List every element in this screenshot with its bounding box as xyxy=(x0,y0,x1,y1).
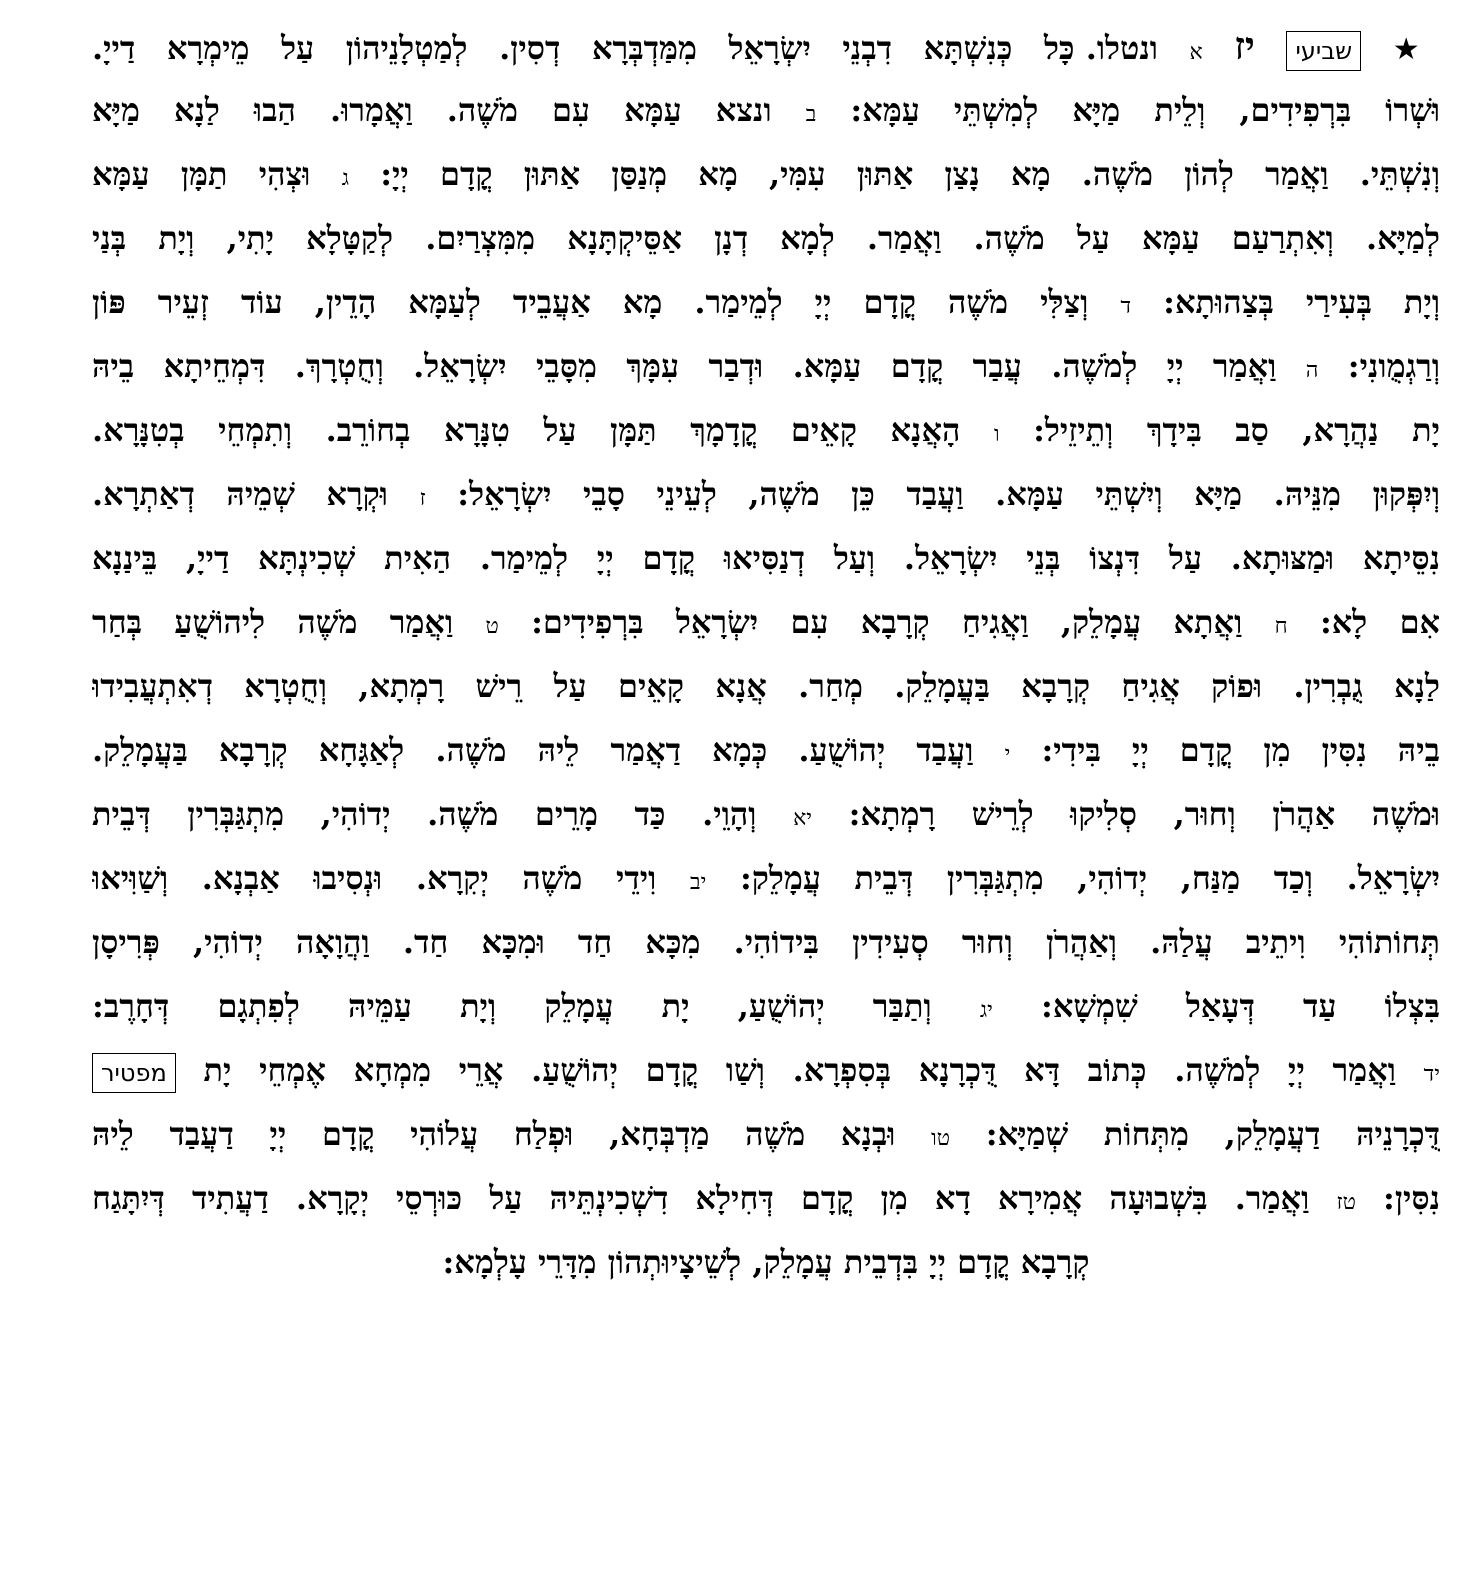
star-icon: ★ xyxy=(1392,32,1440,67)
verse-text: נִסֵּיתָא וּמַצּוּתָא. עַל דִּנְצוֹ בְּנֵי יִשְׂרָאֵל. וְעַל דְנַסִּיאוּ קֳדָם יְיָ לְמֵימַר. הַאִית שְׁכִינְתָּא דַייָ, בֵּינַנָא xyxy=(92,539,1440,577)
verse-text: אִם לָא: xyxy=(1319,603,1440,641)
text-line-10 xyxy=(92,590,1440,654)
verse-text: וַעֲבַד יְהוֹשֻׁעַ. כְּמָא דַאֲמַר לֵיהּ מֹשֶׁה. לְאַגָּחָא קְרָבָא בַּעֲמָלֵק. xyxy=(92,731,974,769)
text-line-1 xyxy=(92,14,1440,78)
verse-text: וְנִשְׁתֵּי. וַאֲמַר לְהוֹן מֹשֶׁה. מָא נָצַן אַתּוּן עִמִּי, מָא מְנַסַּן אַתּוּן קֳדָם יְיָ: xyxy=(380,155,1440,193)
verse-text: וּצְהִי תַמָּן עַמָּא xyxy=(92,155,311,193)
text-line-15 xyxy=(92,910,1440,974)
verse-number: ט xyxy=(485,614,499,639)
verse-number: ב xyxy=(805,102,817,127)
verse-text: וְיִפְּקוּן מִנֵּיהּ. מַיָּא וְיִשְׁתֵּי עַמָּא. וַעֲבַד כֵּן מֹשֶׁה, לְעֵינֵי סָבֵי יִשְׂרָאֵל: xyxy=(457,475,1440,513)
verse-text: וַאֲמַר יְיָ לְמֹשֶׁה. כְּתוֹב דָּא דֻּכְרָנָא בְּסִפְרָא. וְשַׁו קֳדָם יְהוֹשֻׁעַ. אֲרֵי מִמְחָא אֶמְחֵי יָת xyxy=(203,1051,1396,1089)
verse-number: ז xyxy=(419,486,426,511)
verse-number: יג xyxy=(979,998,993,1023)
verse-text: תְּחוֹתוֹהִי וִיתֵיב עֲלַהּ. וְאַהֲרֹן וְחוּר סְעִידִין בִּידוֹהִי. מִכָּא חַד וּמִכָּא חַד. וַהֲוָאָה יְדוֹהִי, פְּרִיסָן xyxy=(92,923,1440,961)
chapter-number: יז xyxy=(1234,23,1255,68)
verse-number: טו xyxy=(931,1126,951,1151)
text-line-4 xyxy=(92,206,1440,270)
verse-text: ונצא עַמָּא עִם מֹשֶׁה. וַאֲמָרוּ. הַבוּ לַנָא מַיָּא xyxy=(92,91,772,129)
verse-text: לְמַיָּא. וְאִתְרַעַם עַמָּא עַל מֹשֶׁה. וַאֲמַר. לְמָא דְנָן אַסֵּיקְתָּנָא מִמִּצְרַיִם. לְקַטָּלָא יָתִי, וְיָת בְּנַי xyxy=(92,219,1440,257)
text-line-18 xyxy=(92,1102,1440,1166)
verse-text: נִסִּין: xyxy=(1383,1179,1440,1217)
verse-number: טז xyxy=(1336,1190,1356,1215)
verse-text: ונטלו. כָּל כְּנִשְׁתָּא דִבְנֵי יִשְׂרָאֵל מִמַּדְבְּרָא דְסִין. לְמַטְלָנֵיהוֹן עַל מֵימְרָא דַייָ. xyxy=(92,29,1158,67)
section-marker-maftir: מפטיר xyxy=(92,1053,176,1093)
verse-number: א xyxy=(1189,40,1203,65)
verse-text: וְרַגְמֻונִי: xyxy=(1347,347,1440,385)
verse-number: יד xyxy=(1423,1062,1440,1087)
section-marker-shevii: שביעי xyxy=(1286,31,1361,71)
text-line-14 xyxy=(92,846,1440,910)
verse-text: יָת נַהֲרָא, סַב בִּידָךְ וְתֵיזֵיל: xyxy=(1033,411,1440,449)
verse-text: וּמֹשֶׁה אַהֲרֹן וְחוּר, סְלִיקוּ לְרֵישׁ רָמְתָא: xyxy=(848,795,1440,833)
verse-text: וּשְׁרוֹ בִּרְפִידִים, וְלֵית מַיָּא לְמִשְׁתֵּי עַמָּא: xyxy=(850,91,1440,129)
verse-number: ד xyxy=(1120,294,1132,319)
text-line-20 xyxy=(92,1230,1440,1294)
verse-text: וַאֲמַר מֹשֶׁה לִיהוֹשֻׁעַ בְּחַר xyxy=(92,603,454,641)
verse-number: ה xyxy=(1305,358,1319,383)
verse-text: וַאֲמַר. בִּשְׁבוּעָה אֲמִירָא דָא מִן קֳדָם דְּחִילָא דִשְׁכִינְתֵּיהּ עַל כּוּרְסֵי יְקָרָא. דַעֲתִיד דְּיִתָּגַח xyxy=(92,1179,1310,1217)
verse-number: יב xyxy=(689,870,707,895)
text-line-6 xyxy=(92,334,1440,398)
verse-text: דֻּכְרָנֵיהּ דַעֲמָלֵק, מִתְּחוֹת שְׁמַיָּא: xyxy=(985,1115,1440,1153)
verse-text: לַנָא גֻבְרִין. וּפוֹק אֲגִיחַ קְרָבָא בַּעֲמָלֵק. מְחַר. אֲנָא קָאֵים עַל רֵישׁ רָמְתָא, וְחֻטְרָא דְאִתְעֲבִידוּ xyxy=(92,667,1440,705)
verse-text: הָאֲנָא קָאֵים קֳדָמָךְ תַּמָּן עַל טִנָּרָא בְחוֹרֵב. וְתִמְחֵי בְטִנָּרָא. xyxy=(92,411,961,449)
verse-text: וּבְנָא מֹשֶׁה מַדְבְּחָא, וּפְלַח עֲלוֹהִי קֳדָם יְיָ דַעֲבַד לֵיהּ xyxy=(92,1115,896,1153)
verse-text: וְתַבַּר יְהוֹשֻׁעַ, יָת עֲמָלֵק וְיָת עַמֵּיהּ לְפִתְגָם דְּחָרֶב: xyxy=(92,987,932,1025)
text-line-12 xyxy=(92,718,1440,782)
verse-number: ח xyxy=(1274,614,1288,639)
text-line-9 xyxy=(92,526,1440,590)
verse-text: בֵיהּ נִסִּין מִן קֳדָם יְיָ בִּידִי: xyxy=(1041,731,1440,769)
verse-number: יא xyxy=(793,806,813,831)
text-line-16 xyxy=(92,974,1440,1038)
text-line-2 xyxy=(92,78,1440,142)
text-line-8 xyxy=(92,462,1440,526)
verse-text: קְרָבָא קֳדָם יְיָ בִּדְבֵית עֲמָלֵק, לְשֵׁיצָיוּתְהוֹן מִדָּרֵי עָלְמָא: xyxy=(442,1243,1090,1281)
text-line-7 xyxy=(92,398,1440,462)
text-line-17 xyxy=(92,1038,1440,1102)
text-line-19 xyxy=(92,1166,1440,1230)
verse-text: וַאֲמַר יְיָ לְמֹשֶׁה. עֲבַר קֳדָם עַמָּא. וּדְבַר עִמָּךְ מִסָּבֵי יִשְׂרָאֵל. וְחֻטְרָךְ. דִּמְחֵיתָא בֵיהּ xyxy=(92,347,1277,385)
text-line-11 xyxy=(92,654,1440,718)
text-line-3 xyxy=(92,142,1440,206)
verse-text: וְצַלִּי מֹשֶׁה קֳדָם יְיָ לְמֵימַר. מָא אַעֲבֵיד לְעַמָּא הָדֵין, עוֹד זְעֵיר פּוֹן xyxy=(92,283,1089,321)
verse-number: ו xyxy=(993,422,1000,447)
verse-text: יִשְׂרָאֵל. וְכַד מַנַּח, יְדוֹהִי, מִתְגַּבְּרִין דְּבֵית עֲמָלֵק: xyxy=(739,859,1440,897)
verse-text: וִידֵי מֹשֶׁה יְקִרָא. וּנְסִיבוּ אַבְנָא. וְשַׁוִּיאוּ xyxy=(92,859,657,897)
text-line-13 xyxy=(92,782,1440,846)
verse-text: וַאֲתָא עֲמָלֵק, וַאֲגִיחַ קְרָבָא עִם יִשְׂרָאֵל בִּרְפִידִים: xyxy=(531,603,1243,641)
verse-text: בִּצְלוֹ עַד דְּעָאַל שִׁמְשָׁא: xyxy=(1041,987,1440,1025)
verse-text: וּקְרָא שְׁמֵיהּ דְאַתְרָא. xyxy=(92,475,388,513)
text-line-5 xyxy=(92,270,1440,334)
verse-text: וְיָת בְּעִירַי בְּצַהוּתָא: xyxy=(1163,283,1440,321)
verse-number: י xyxy=(1004,742,1011,767)
verse-number: ג xyxy=(341,166,349,191)
verse-text: וְהָוֵי. כַּד מָרֵים מֹשֶׁה. יְדוֹהִי, מִתְגַּבְּרִין דְּבֵית xyxy=(92,795,757,833)
